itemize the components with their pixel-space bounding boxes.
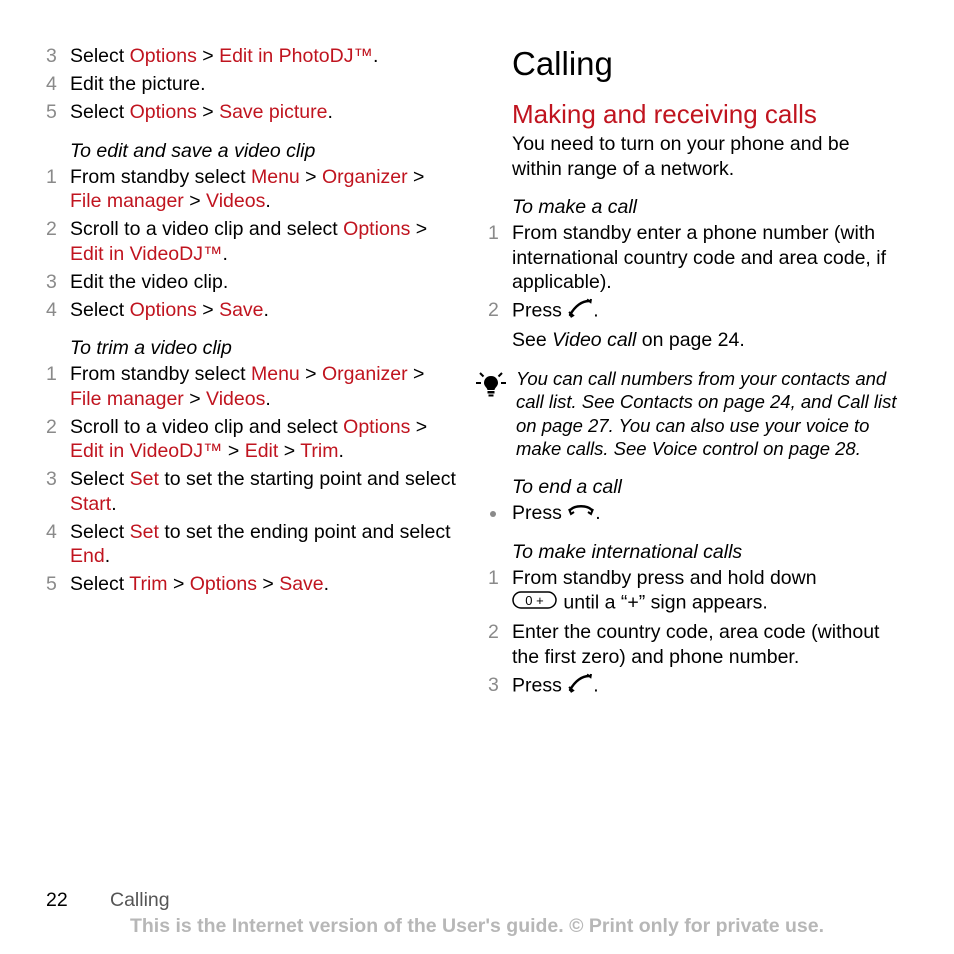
tip-text: You can call numbers from your contacts and call list. See Contacts on page 24, and Call list on page 27. You can also use your voice to make calls. See Voice control on page 28. [516,367,897,459]
make-call-step-1 [488,221,898,295]
see-video-call [488,328,898,353]
step-text: > [407,363,425,385]
menu-path-item: Save picture [219,101,328,123]
footer-section: Calling [110,889,170,911]
menu-path-item: Options [343,415,411,438]
step-text-pre: From standby press and hold down [512,566,817,589]
step-item [46,415,456,464]
zero-plus-key-icon [512,590,558,617]
menu-path-item: Edit [244,440,279,462]
step-item [46,520,456,569]
menu-path-item: Options [189,573,257,595]
step-text: From standby select [70,363,251,385]
step-text: From standby enter a phone number (with international country code and area code, if applicable). [512,222,886,293]
heading-trim-video-clip: To trim a video clip [70,337,232,359]
step-text: > [196,101,220,123]
press-label: Press [512,501,562,524]
step-number: 3 [46,45,57,67]
step-item [46,44,456,69]
heading-make-call: To make a call [512,196,638,218]
call-key-icon [567,673,593,700]
step-text: From standby select [70,165,251,188]
step-text: Select [70,45,130,67]
menu-path-item: Edit in VideoDJ™ [70,440,223,462]
period: . [593,299,599,322]
intl-step-2 [488,620,898,669]
intro-text: You need to turn on your phone and be within range of a network. [512,133,850,180]
step-text: > [183,190,207,212]
press-label: Press [512,299,562,322]
menu-path-item: Menu [250,165,300,188]
step-text: . [263,298,269,321]
step-item [46,467,456,516]
step-text: . [111,492,117,515]
step-number: 2 [488,621,499,644]
step-text-post: until a “+” sign appears. [563,591,768,614]
step-item [46,362,456,411]
step-number: 2 [46,218,57,240]
step-text: Scroll to a video clip and select [70,218,344,240]
menu-path-item: Edit in VideoDJ™ [70,242,223,265]
step-text: Enter the country code, area code (without the first zero) and phone number. [512,621,880,668]
menu-path-item: Videos [206,387,266,410]
left-column [46,44,456,600]
step-text: > [410,218,428,240]
step-number: 1 [46,363,57,385]
disclaimer: This is the Internet version of the User's guide. © Print only for private use. [129,915,825,937]
step-text: to set the starting point and select [158,468,456,490]
step-number: 3 [46,468,57,490]
heading-edit-video-clip: To edit and save a video clip [70,139,316,162]
step-text: > [278,440,301,462]
step-text: . [338,440,344,462]
end-call-key-icon [567,501,595,526]
step-number: 2 [488,299,499,321]
step-number: 4 [46,298,57,321]
right-column [488,44,898,703]
video-trim-steps [46,362,456,597]
menu-path-item: Organizer [322,165,408,188]
video-edit-steps [46,165,456,323]
menu-path-item: Set [129,520,159,543]
end-call-bullet [488,501,898,526]
step-text: Select [70,520,130,543]
step-text: Edit the picture. [70,73,206,95]
call-key-icon [567,298,593,325]
step-number: 4 [46,520,57,543]
step-text: > [299,165,322,188]
step-item [46,572,456,597]
step-text: . [104,545,111,567]
step-text: . [323,573,330,595]
step-text: > [183,387,207,410]
heading-international-calls: To make international calls [512,540,743,563]
press-label: Press [512,674,562,696]
step-text: Select [70,468,130,490]
step-text: > [299,363,322,385]
step-text: > [222,440,245,462]
step-text: Select [70,101,130,123]
step-text: Scroll to a video clip and select [70,415,344,438]
zero-plus-key-label: 0 + [525,593,544,609]
step-item [46,72,456,97]
step-item [46,100,456,125]
step-item [46,217,456,266]
step-text: > [196,45,220,67]
menu-path-item: Trim [129,573,168,595]
section-title: Making and receiving calls [512,99,817,129]
step-number: 3 [488,673,499,696]
menu-path-item: Menu [250,363,300,385]
step-number: 1 [46,165,57,188]
menu-path-item: Start [70,492,112,515]
step-number: 1 [488,222,499,244]
step-text: . [327,101,333,123]
step-item [46,270,456,295]
see-prefix: See [512,329,553,351]
see-suffix: on page 24. [636,329,745,351]
make-call-step-2 [488,298,898,325]
menu-path-item: Edit in PhotoDJ™ [219,45,373,67]
bullet-dot [490,511,496,517]
step-text: . [222,242,228,265]
step-number: 5 [46,101,57,123]
step-text: Select [70,298,130,321]
step-item [46,298,456,323]
period: . [593,674,599,696]
step-number: 4 [46,73,57,95]
menu-path-item: File manager [70,387,184,410]
period: . [595,501,601,524]
step-text: > [256,573,280,595]
step-text: Edit the video clip. [70,270,229,293]
menu-path-item: Options [129,45,197,67]
menu-path-item: Organizer [322,363,408,385]
menu-path-item: Set [129,468,159,490]
step-number: 3 [46,270,57,293]
menu-path-item: Videos [206,190,266,212]
menu-path-item: Trim [300,440,339,462]
menu-path-item: Options [129,298,197,321]
photo-edit-steps [46,44,456,125]
lightbulb-icon [474,369,508,399]
step-text: > [167,573,190,595]
heading-end-call: To end a call [512,475,622,498]
step-number: 1 [488,566,499,589]
page-number: 22 [46,889,68,911]
menu-path-item: End [70,545,105,567]
menu-path-item: File manager [70,190,184,212]
step-text: > [196,298,220,321]
menu-path-item: Save [279,573,324,595]
step-text: . [265,387,271,410]
menu-path-item: Options [343,218,411,240]
intl-step-3 [488,673,898,700]
step-text: . [265,190,271,212]
step-text: . [372,45,379,67]
step-number: 5 [46,573,57,595]
step-text: > [410,415,428,438]
tip-box [488,367,898,461]
step-item [46,165,456,214]
step-text: to set the ending point and select [158,520,451,543]
page-title: Calling [512,45,613,82]
step-text: Select [70,573,130,595]
step-text: > [407,165,425,188]
menu-path-item: Save [219,298,264,321]
intl-step-1 [488,566,898,617]
menu-path-item: Options [129,101,197,123]
see-reference: Video call [552,329,637,351]
step-number: 2 [46,415,57,438]
